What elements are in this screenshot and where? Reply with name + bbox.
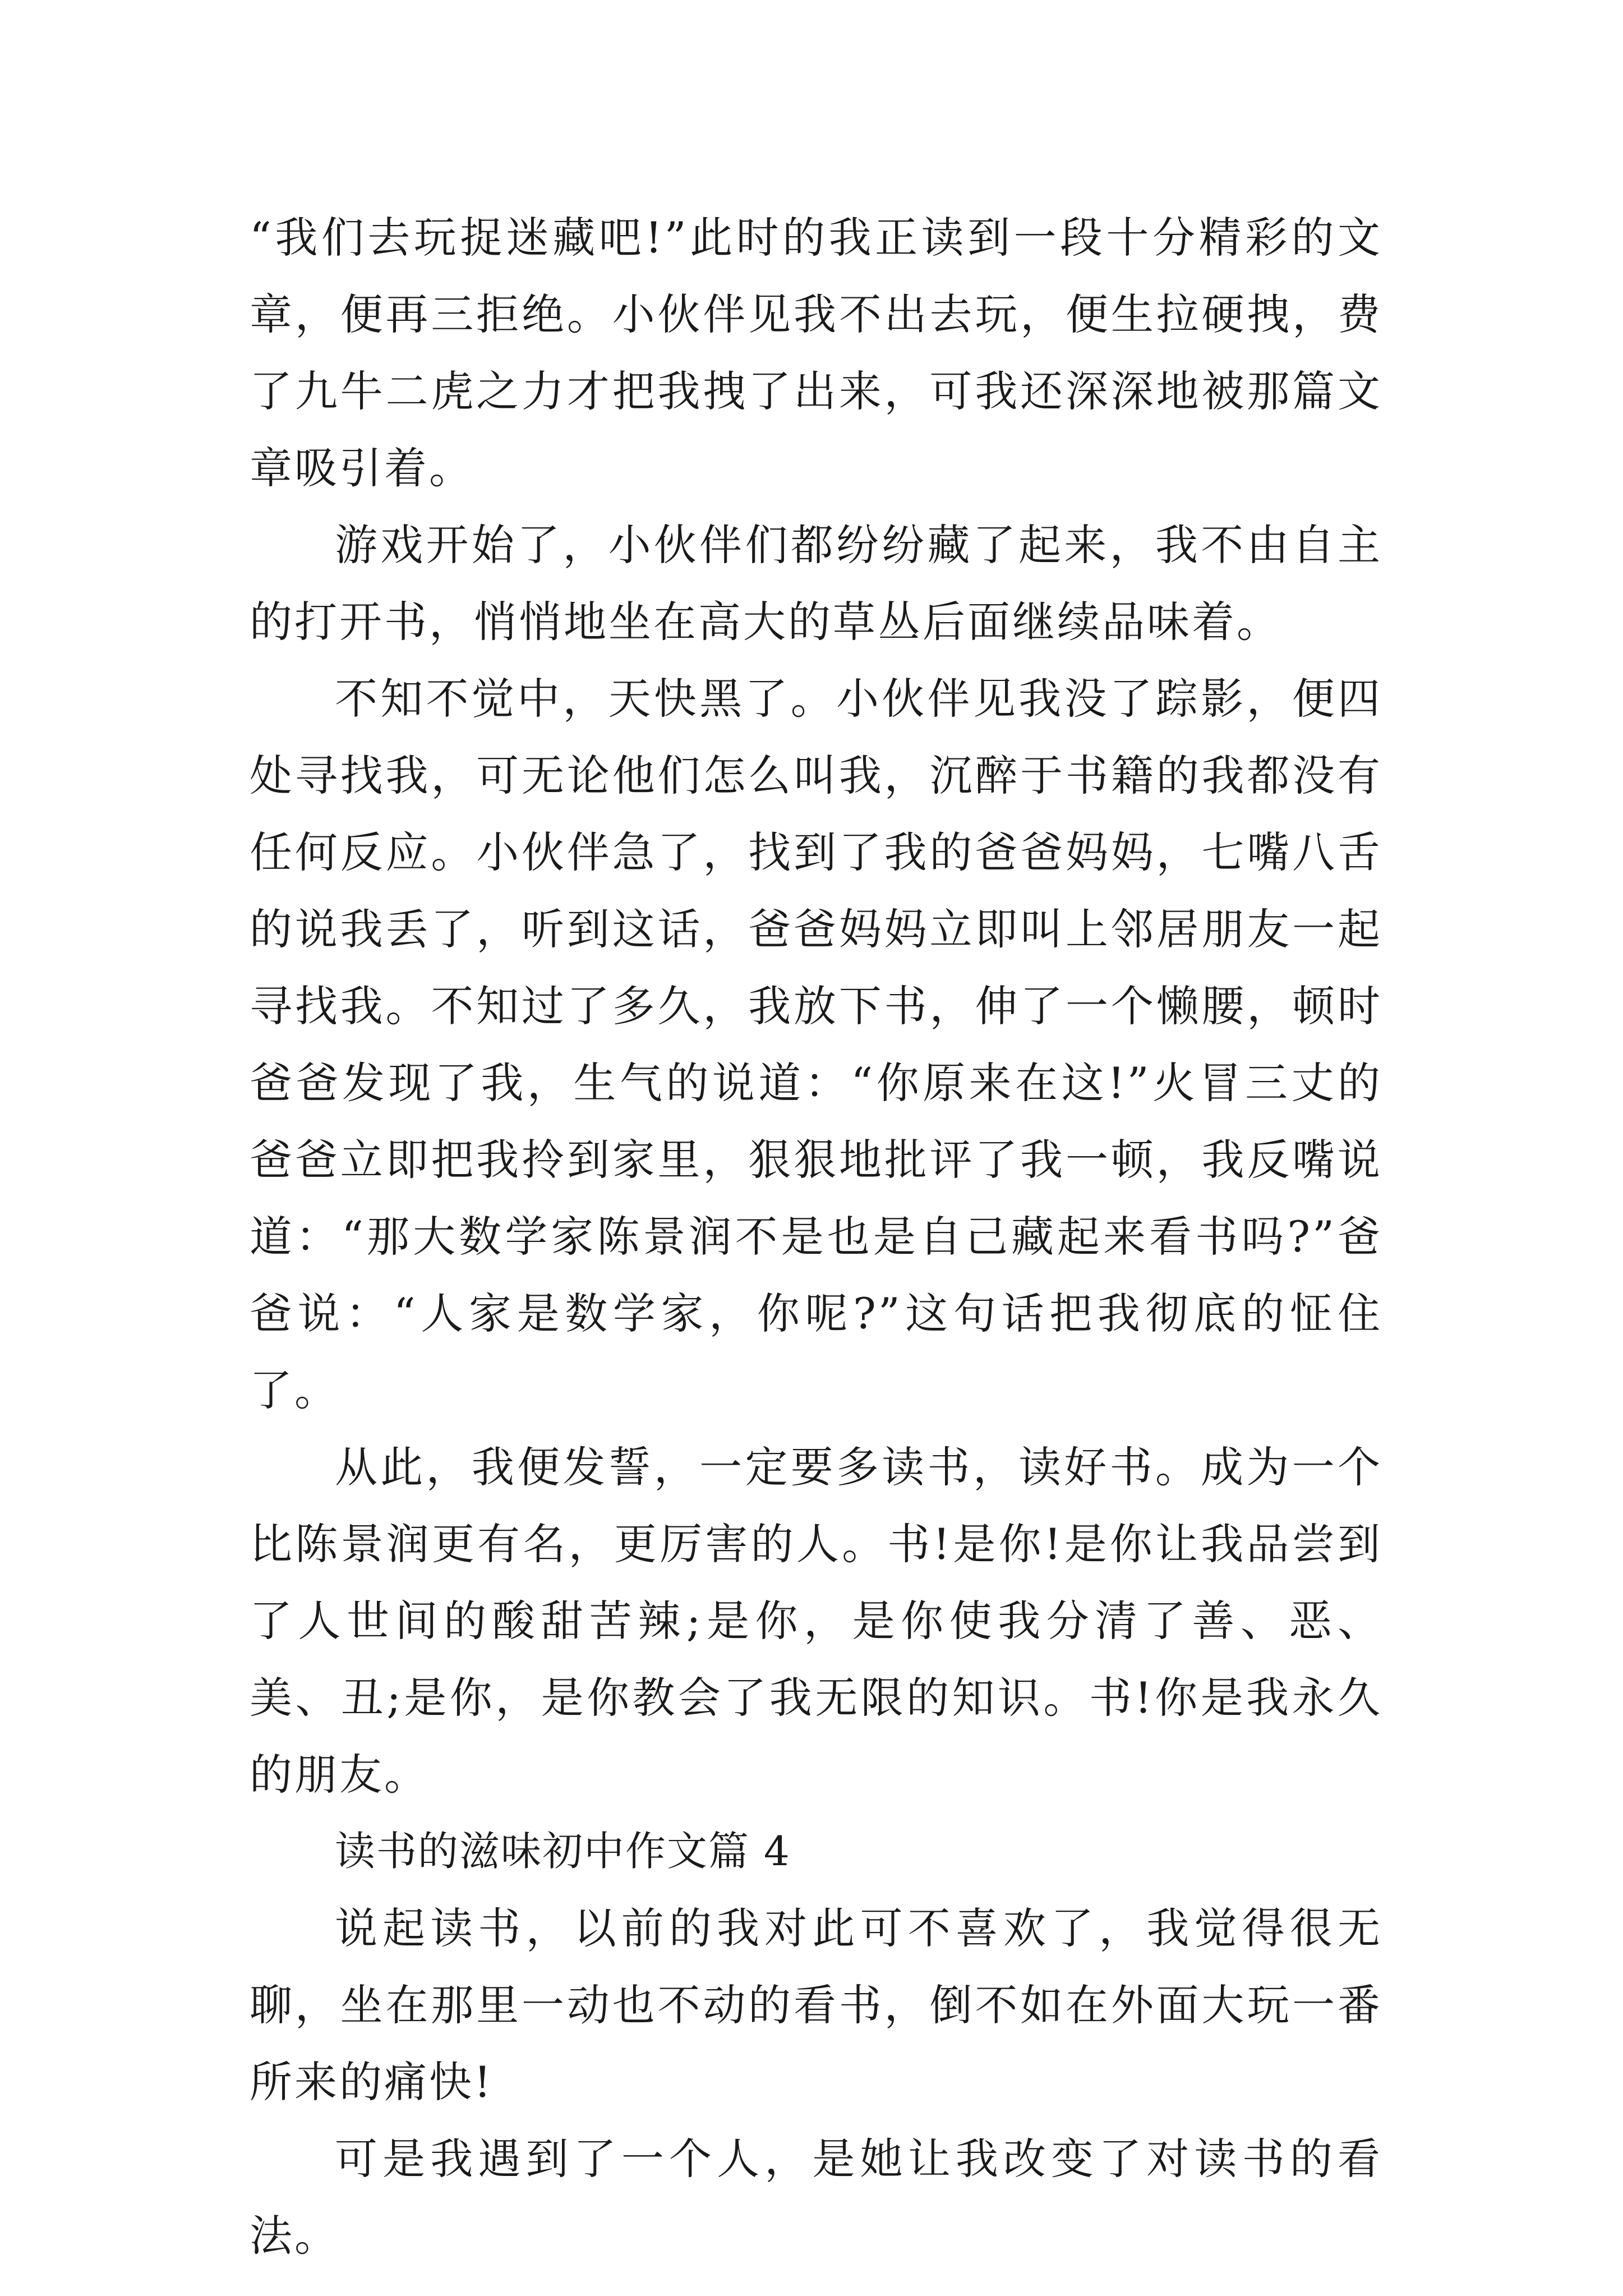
paragraph-1: “我们去玩捉迷藏吧!”此时的我正读到一段十分精彩的文章，便再三拒绝。小伙伴见我不出去玩，便生拉硬拽，费了九牛二虎之力才把我拽了出来，可我还深深地被那篇文章吸引着。 [250, 213, 1382, 493]
paragraph-5: 说起读书，以前的我对此可不喜欢了，我觉得很无聊，坐在那里一动也不动的看书，倒不如在外面大玩一番所来的痛快! [250, 1903, 1382, 2107]
paragraph-3: 不知不觉中，天快黑了。小伙伴见我没了踪影，便四处寻找我，可无论他们怎么叫我，沉醉于书籍的我都没有任何反应。小伙伴急了，找到了我的爸爸妈妈，七嘴八舌的说我丢了，听到这话，爸爸妈妈立即叫上邻居朋友一起寻找我。不知过了多久，我放下书，伸了一个懒腰，顿时爸爸发现了我，生气的说道：“你原来在这!”火冒三丈的爸爸立即把我拎到家里，狠狠地批评了我一顿，我反嘴说道：“那大数学家陈景润不是也是自己藏起来看书吗?”爸爸说：“人家是数学家，你呢?”这句话把我彻底的怔住了。 [250, 674, 1382, 1415]
article-body [250, 199, 1382, 2274]
paragraph-6: 可是我遇到了一个人，是她让我改变了对读书的看法。 [250, 2134, 1382, 2261]
paragraph-2: 游戏开始了，小伙伴们都纷纷藏了起来，我不由自主的打开书，悄悄地坐在高大的草丛后面继续品味着。 [250, 520, 1382, 647]
paragraph-4: 从此，我便发誓，一定要多读书，读好书。成为一个比陈景润更有名，更厉害的人。书!是你!是你让我品尝到了人世间的酸甜苦辣;是你，是你使我分清了善、恶、美、丑;是你，是你教会了我无限的知识。书!你是我永久的朋友。 [250, 1442, 1382, 1800]
section-heading: 读书的滋味初中作文篇 4 [335, 1828, 791, 1875]
